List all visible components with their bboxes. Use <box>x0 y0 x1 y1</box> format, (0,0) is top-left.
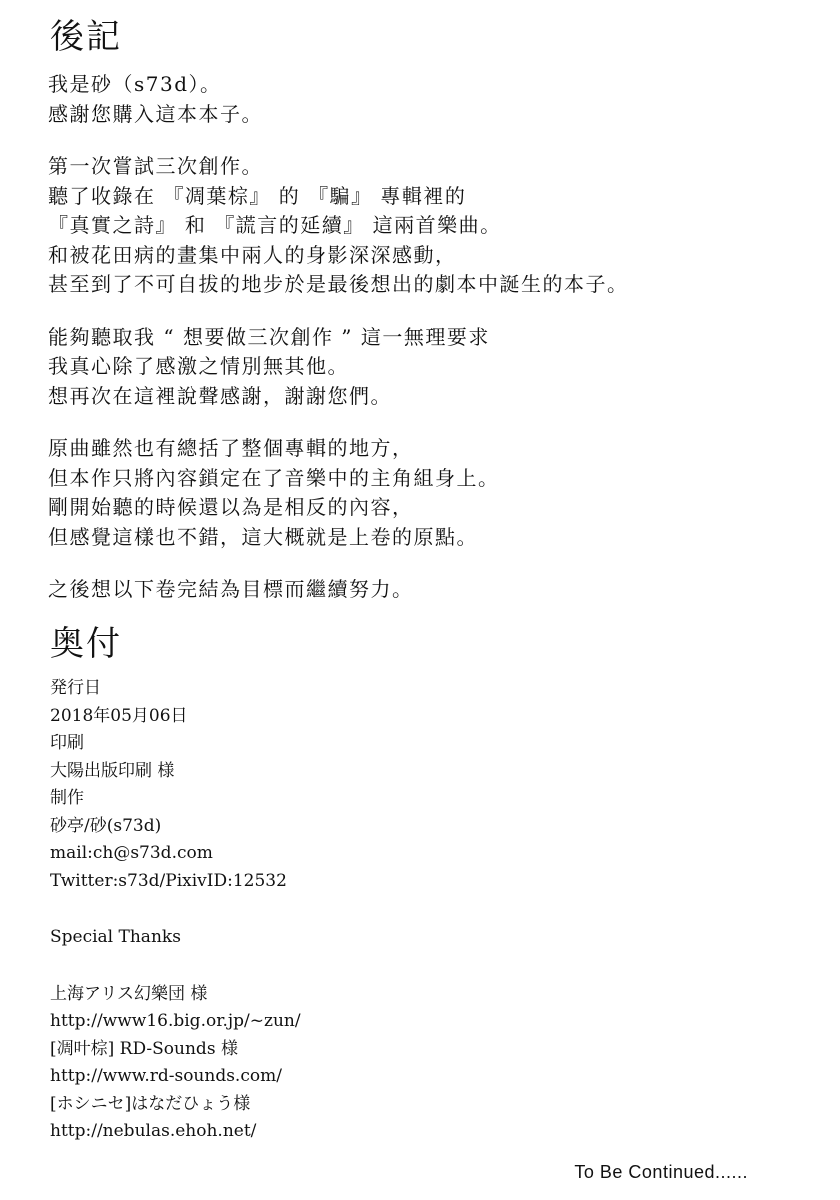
afterword-paragraph <box>48 323 808 412</box>
spacer <box>50 952 750 981</box>
text-line: 聽了收錄在 『凋葉棕』 的 『騙』 專輯裡的 <box>48 183 467 208</box>
text-line: 我真心除了感激之情別無其他。 <box>48 354 349 378</box>
colophon-body <box>50 675 750 1146</box>
social-ids: Twitter:s73d/PixivID:12532 <box>50 870 287 891</box>
thanks-url: http://www16.big.or.jp/~zun/ <box>50 1011 301 1031</box>
text-line: 剛開始聽的時候還以為是相反的內容， <box>48 495 414 519</box>
thanks-url: http://nebulas.ehoh.net/ <box>50 1121 257 1141</box>
mail-address: mail:ch@s73d.com <box>50 843 213 863</box>
thanks-url: http://www.rd-sounds.com/ <box>50 1066 282 1086</box>
text-line: 之後想以下卷完結為目標而繼續努力。 <box>48 577 414 601</box>
afterword-paragraph <box>48 434 808 552</box>
text-line: 感謝您購入這本本子。 <box>48 101 263 126</box>
text-line: 我是砂（s73d）。 <box>48 72 222 96</box>
afterword-paragraph <box>48 70 808 129</box>
printing-label: 印刷 <box>50 733 84 753</box>
text-line: 但本作只將內容鎖定在了音樂中的主角組身上。 <box>48 465 500 490</box>
text-line: 但感覺這樣也不錯，這大概就是上卷的原點。 <box>48 524 478 549</box>
text-line: 『真實之詩』 和 『謊言的延續』 這兩首樂曲。 <box>48 213 502 237</box>
text-line: 甚至到了不可自拔的地步於是最後想出的劇本中誕生的本子。 <box>48 272 629 296</box>
afterword-title: 後記 <box>50 17 122 57</box>
thanks-entry: 上海アリス幻樂団 様 <box>50 983 208 1004</box>
afterword-paragraph <box>48 152 808 300</box>
text-line: 能夠聽取我 “ 想要做三次創作 ” 這一無理要求 <box>48 324 490 349</box>
text-line: 原曲雖然也有總括了整個專輯的地方， <box>48 436 414 460</box>
producer-name: 砂亭/砂(s73d) <box>50 815 162 836</box>
spacer <box>50 895 750 924</box>
text-line: 第一次嘗試三次創作。 <box>48 154 263 178</box>
text-line: 和被花田病的畫集中兩人的身影深深感動， <box>48 242 457 267</box>
printer-name: 大陽出版印刷 様 <box>50 760 175 781</box>
afterword-paragraph <box>48 575 808 605</box>
to-be-continued: To Be Continued...... <box>574 1162 748 1182</box>
production-label: 制作 <box>50 788 84 808</box>
thanks-entry: [凋叶棕] RD-Sounds 様 <box>50 1038 238 1059</box>
issue-date-label: 発行日 <box>50 678 101 698</box>
issue-date: 2018年05月06日 <box>50 705 188 726</box>
afterword-body <box>48 70 808 605</box>
text-line: 想再次在這裡說聲感謝，謝謝您們。 <box>48 383 392 408</box>
thanks-entry: [ホシニセ]はなだひょう様 <box>50 1093 251 1114</box>
colophon-title: 奥付 <box>50 624 122 664</box>
special-thanks-label: Special Thanks <box>50 927 181 947</box>
